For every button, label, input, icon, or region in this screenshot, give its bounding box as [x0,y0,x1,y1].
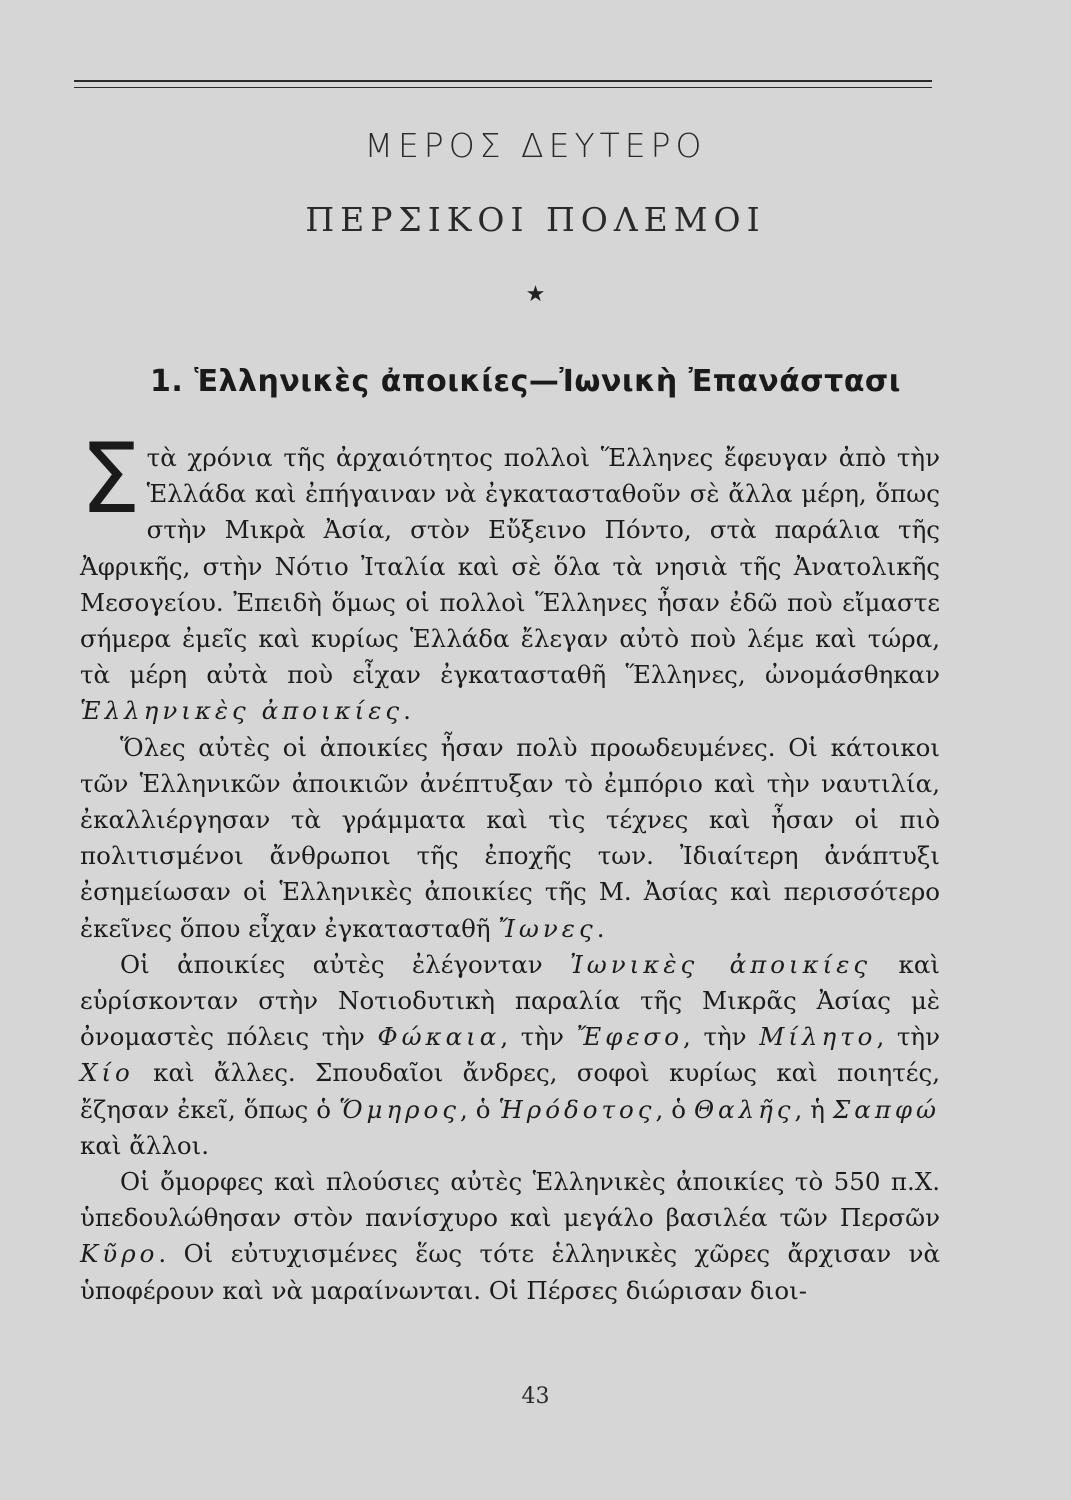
paragraph-2 [80,730,940,947]
text-run: , τὴν [683,1022,760,1052]
text-run: , ἡ [794,1094,833,1124]
paragraph-4 [80,1164,940,1309]
text-run: , ὁ [655,1094,694,1124]
drop-cap: Σ [80,423,141,535]
text-run: τὰ χρόνια τῆς ἀρχαιότητος πολλοὶ Ἕλληνες ἔφευγαν ἀπὸ τὴν Ἑλλάδα καὶ ἐπήγαιναν νὰ ἐγκατασταθοῦν σὲ ἄλλα μέρη, ὅπως στὴν Μικρὰ Ἀσία, στὸν Εὔξεινο Πόντο, στὰ παράλια τῆς Ἀφρικῆς, στὴν Νότιο Ἰταλία καὶ σὲ ὅλα τὰ νησιὰ τῆς Ἀνατολικῆς Μεσογείου. Ἐπειδὴ ὅμως οἱ πολλοὶ Ἕλληνες ἦσαν ἐδῶ ποὺ εἴμαστε σήμερα ἐμεῖς καὶ κυρίως Ἑλλάδα ἔλεγαν αὐτὸ ποὺ λέμε καὶ τώρα, τὰ μέρη αὐτὰ ποὺ εἶχαν ἐγκατασταθῆ Ἕλληνες, ὠνομάσθηκαν [80,443,940,690]
text-run: , τὴν [876,1022,940,1052]
paragraph-1 [80,423,940,730]
top-rule [74,80,932,82]
page-number: 43 [521,1384,550,1409]
part-title: ΜΕΡΟΣ ΔΕΥΤΕΡΟ [364,126,707,165]
emphasis: Ἴωνες [498,913,597,943]
text-run: . Οἱ εὐτυχισμένες ἕως τότε ἑλληνικὲς χῶρες ἄρχισαν νὰ ὑποφέρουν καὶ νὰ μαραίνωνται. Οἱ Πέρσες διώρισαν διοι- [80,1239,940,1305]
emphasis: Ἔφεσο [576,1022,684,1052]
text-run: Οἱ ὄμορφες καὶ πλούσιες αὐτὲς Ἑλληνικὲς ἀποικίες τὸ 550 π.Χ. ὑπεδουλώθησαν στὸν πανίσχυρο καὶ μεγάλο βασιλέα τῶν Περσῶν [80,1167,940,1233]
emphasis: Κῦρο [80,1239,159,1269]
emphasis: Φώκαια [377,1022,501,1052]
emphasis: Μίλητο [759,1022,877,1052]
paragraph-3 [80,947,940,1164]
text-run: καὶ ἄλλες. Σπουδαῖοι ἄνδρες, σοφοὶ κυρίως καὶ ποιητές, ἔζησαν ἐκεῖ, ὅπως ὁ [80,1058,940,1124]
text-run: , ὁ [460,1094,499,1124]
emphasis: Ἡρόδοτος [498,1094,656,1124]
emphasis: Ἑλληνικὲς ἀποικίες [80,696,404,726]
star-ornament-icon: ★ [525,282,546,307]
text-run: , τὴν [500,1022,577,1052]
text-run: Ὅλες αὐτὲς οἱ ἀποικίες ἦσαν πολὺ προωδευμένες. Οἱ κάτοικοι τῶν Ἑλληνικῶν ἀποικιῶν ἀνέπτυξαν τὸ ἐμπόριο καὶ τὴν ναυτιλία, ἐκαλλιέργησαν τὰ γράμματα καὶ τὶς τέχνες καὶ ἦσαν οἱ πιὸ πολιτισμένοι ἄνθρωποι τῆς ἐποχῆς των. Ἰδιαίτερη ἀνάπτυξι ἐσημείωσαν οἱ Ἑλληνικὲς ἀποικίες τῆς Μ. Ἀσίας καὶ περισσότερο ἐκεῖνες ὅπου εἶχαν ἐγκατασταθῆ [80,732,940,943]
emphasis: Ἰωνικὲς ἀποικίες [570,949,872,979]
text-run: Οἱ ἀποικίες αὐτὲς ἐλέγονταν [120,949,571,979]
emphasis: Σαπφώ [832,1094,940,1124]
body-text [80,423,940,1309]
text-run: . [403,696,411,726]
emphasis: Ὅμηρος [338,1094,461,1124]
text-run: καὶ εὑρίσκονταν στὴν Νοτιοδυτικὴ παραλία τῆς Μικρᾶς Ἀσίας μὲ ὀνομαστὲς πόλεις τὴν [80,949,940,1052]
top-rule-thin [74,87,932,88]
main-title: ΠΕΡΣΙΚΟΙ ΠΟΛΕΜΟΙ [305,200,766,239]
text-run: . [596,913,605,943]
text-run: καὶ ἄλλοι. [80,1130,209,1160]
emphasis: Θαλῆς [693,1094,795,1124]
chapter-heading: 1. Ἑλληνικὲς ἀποικίες—Ἰωνικὴ Ἐπανάστασι [150,364,901,399]
emphasis: Χίο [80,1058,134,1088]
